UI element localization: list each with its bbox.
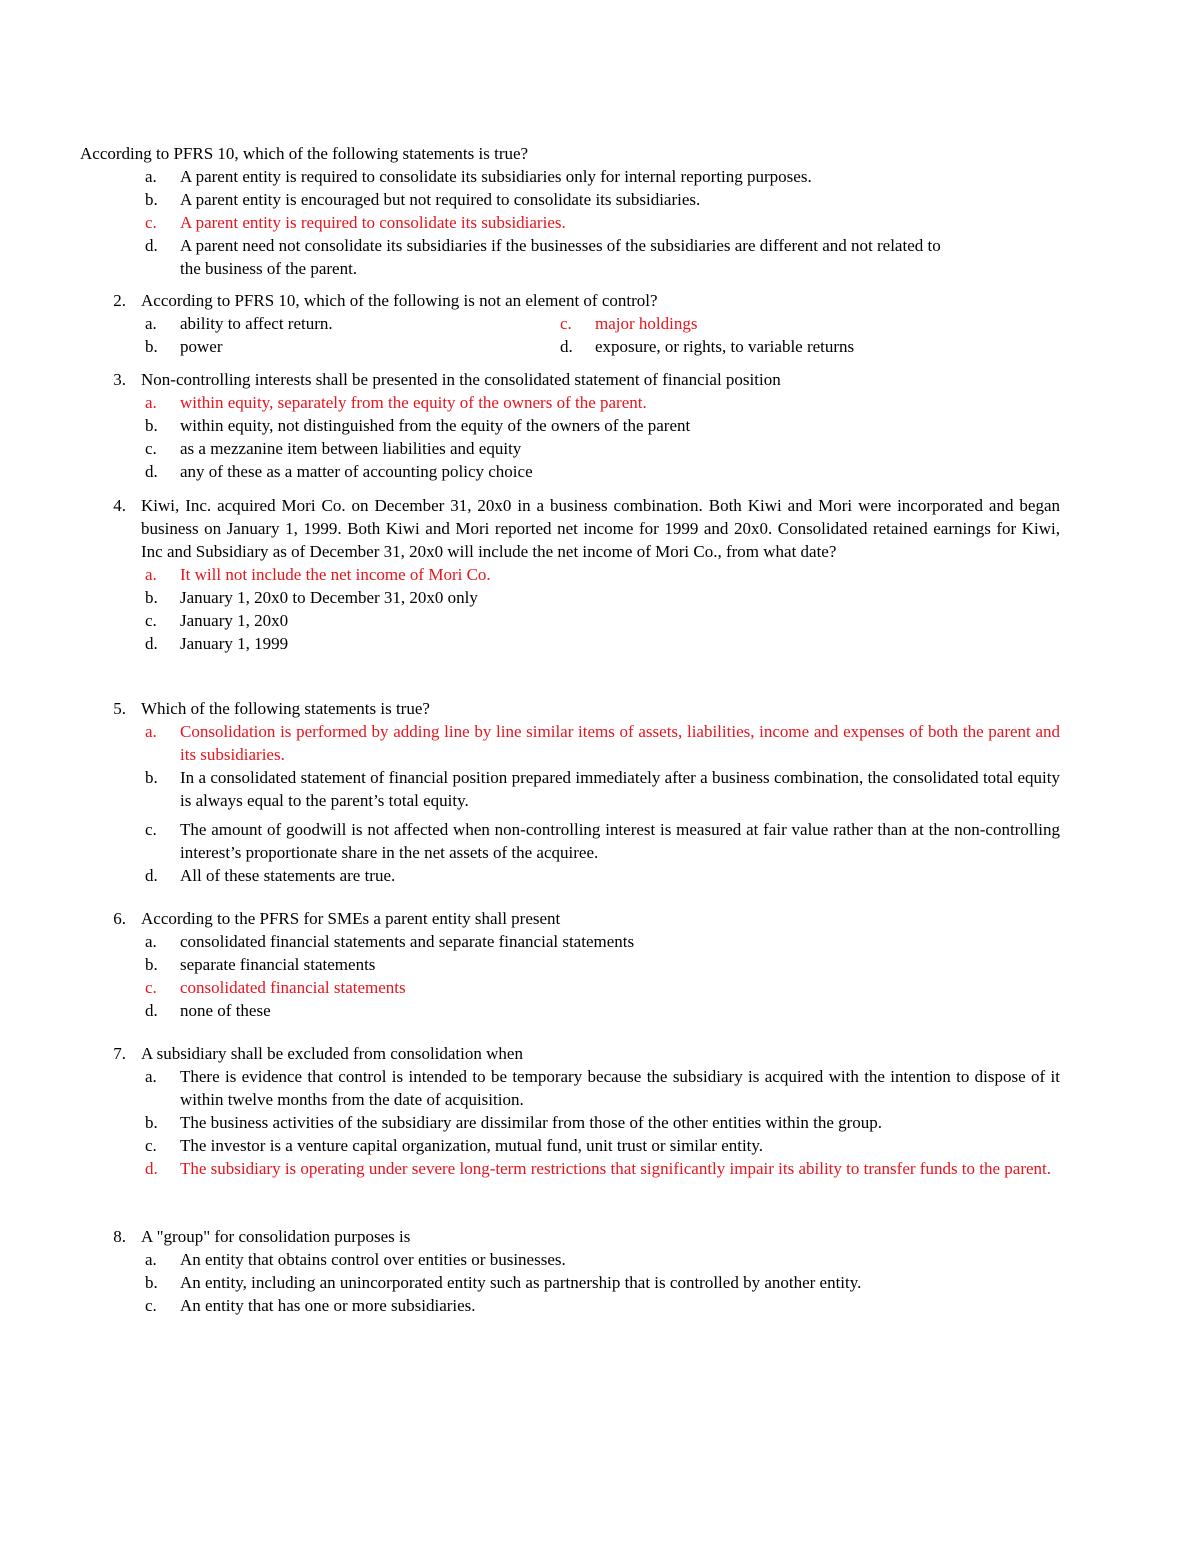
question-7 (80, 1042, 1060, 1180)
question-text: According to PFRS 10, which of the following is not an element of control? (141, 291, 658, 310)
option-text: An entity that has one or more subsidiaries. (180, 1296, 476, 1315)
option-letter: c. (145, 1296, 157, 1315)
option-letter: a. (145, 1250, 157, 1269)
option-letter: c. (145, 978, 157, 997)
option-letter: d. (145, 1001, 158, 1020)
option-letter: b. (145, 768, 158, 787)
option-text: The business activities of the subsidiary are dissimilar from those of the other entities within the group. (180, 1113, 883, 1132)
option-text: The amount of goodwill is not affected when non-controlling interest is measured at fair value rather than at the non-controlling interest’s proportionate share in the net assets of the acquiree. (180, 820, 1060, 862)
question-stem: According to PFRS 10, which of the following statements is true? (80, 144, 529, 163)
option-letter: b. (145, 416, 158, 435)
option-text: A parent entity is encouraged but not required to consolidate its subsidiaries. (180, 190, 701, 209)
option-text: within equity, separately from the equity of the owners of the parent. (180, 393, 647, 412)
option-letter: c. (145, 213, 157, 232)
option-c-correct (80, 976, 1060, 999)
question-text: Non-controlling interests shall be presented in the consolidated statement of financial position (141, 370, 781, 389)
option-text: January 1, 20x0 (180, 611, 289, 630)
question-stem (80, 907, 1060, 930)
option-a (80, 930, 1060, 953)
option-letter: a. (145, 932, 157, 951)
option-d (80, 999, 1060, 1022)
option-text: In a consolidated statement of financial position prepared immediately after a business combination, the consolidated total equity is always equal to the parent’s total equity. (180, 768, 1060, 810)
option-c (80, 1294, 1060, 1317)
option-c (80, 818, 1060, 864)
option-letter: b. (145, 190, 158, 209)
question-text: According to the PFRS for SMEs a parent entity shall present (141, 909, 561, 928)
option-d (80, 864, 1060, 887)
question-stem (80, 368, 1060, 391)
option-letter: b. (145, 1273, 158, 1292)
option-text: ability to affect return. (180, 314, 333, 333)
option-b (80, 586, 1060, 609)
option-d (80, 632, 1060, 655)
option-c (80, 1134, 1060, 1157)
option-letter: d. (145, 462, 158, 481)
question-number: 2. (113, 291, 126, 310)
option-letter: c. (560, 314, 572, 333)
option-b (80, 1111, 1060, 1134)
option-letter: c. (145, 1136, 157, 1155)
question-text: Kiwi, Inc. acquired Mori Co. on December 31, 20x0 in a business combination. Both Kiwi and Mori were incorporated and began business on January 1, 1999. Both Kiwi and Mori reported net income for 1999 and 20x0. Consolidated retained earnings for Kiwi, Inc and Subsidiary as of December 31, 20x0 will include the net income of Mori Co., from what date? (141, 496, 1060, 561)
option-a-correct (80, 563, 1060, 586)
question-number: 3. (113, 370, 126, 389)
option-text: exposure, or rights, to variable returns (595, 337, 855, 356)
question-number: 4. (113, 496, 126, 515)
option-d (495, 335, 975, 358)
option-b (80, 414, 1060, 437)
option-c-correct (495, 312, 975, 335)
option-letter: b. (145, 337, 158, 356)
question-number: 8. (113, 1227, 126, 1246)
question-4 (80, 494, 1060, 655)
question-stem (80, 1042, 1060, 1065)
option-letter: c. (145, 820, 157, 839)
option-letter: a. (145, 1067, 157, 1086)
option-letter: a. (145, 314, 157, 333)
question-stem (80, 1225, 1060, 1248)
option-letter: a. (145, 167, 157, 186)
option-a (80, 165, 1060, 188)
option-a (80, 1248, 1060, 1271)
option-list (80, 312, 1060, 358)
option-letter: d. (145, 866, 158, 885)
option-c-correct (80, 211, 1060, 234)
option-text: major holdings (595, 314, 698, 333)
question-1 (80, 142, 1060, 280)
option-letter: d. (145, 236, 158, 255)
option-letter: a. (145, 393, 157, 412)
question-text: A "group" for consolidation purposes is (141, 1227, 411, 1246)
question-3 (80, 368, 1060, 483)
option-d-correct (80, 1157, 1060, 1180)
question-stem (80, 289, 1060, 312)
option-letter: b. (145, 588, 158, 607)
question-6 (80, 907, 1060, 1022)
option-text: within equity, not distinguished from the equity of the owners of the parent (180, 416, 691, 435)
option-letter: d. (145, 1159, 158, 1178)
option-text: A parent entity is required to consolidate its subsidiaries only for internal reporting purposes. (180, 167, 812, 186)
question-text: A subsidiary shall be excluded from consolidation when (141, 1044, 523, 1063)
option-letter: c. (145, 439, 157, 458)
question-8 (80, 1225, 1060, 1317)
option-c (80, 437, 1060, 460)
option-b (80, 953, 1060, 976)
option-letter: b. (145, 955, 158, 974)
option-text: There is evidence that control is intended to be temporary because the subsidiary is acquired with the intention to dispose of it within twelve months from the date of acquisition. (180, 1067, 1060, 1109)
option-text: An entity, including an unincorporated entity such as partnership that is controlled by another entity. (180, 1273, 862, 1292)
option-letter: a. (145, 565, 157, 584)
question-text: Which of the following statements is true? (141, 699, 430, 718)
option-b (80, 1271, 965, 1294)
option-text: Consolidation is performed by adding line by line similar items of assets, liabilities, income and expenses of both the parent and its subsidiaries. (180, 722, 1060, 764)
option-a (80, 312, 560, 335)
option-b (80, 335, 560, 358)
option-text: All of these statements are true. (180, 866, 396, 885)
option-text: An entity that obtains control over entities or businesses. (180, 1250, 566, 1269)
question-number: 7. (113, 1044, 126, 1063)
option-text: as a mezzanine item between liabilities and equity (180, 439, 522, 458)
option-text: consolidated financial statements and separate financial statements (180, 932, 635, 951)
option-d (80, 234, 965, 280)
option-a-correct (80, 720, 1060, 766)
question-number: 5. (113, 699, 126, 718)
option-text: It will not include the net income of Mori Co. (180, 565, 491, 584)
option-text: The subsidiary is operating under severe long-term restrictions that significantly impair its ability to transfer funds to the parent. (180, 1159, 1052, 1178)
option-text: The investor is a venture capital organization, mutual fund, unit trust or similar entity. (180, 1136, 764, 1155)
question-2 (80, 289, 1060, 358)
option-letter: d. (145, 634, 158, 653)
option-text: consolidated financial statements (180, 978, 406, 997)
option-letter: b. (145, 1113, 158, 1132)
option-letter: a. (145, 722, 157, 741)
option-b (80, 188, 1060, 211)
question-5 (80, 697, 1060, 887)
option-text: A parent entity is required to consolidate its subsidiaries. (180, 213, 566, 232)
option-list (80, 165, 1060, 280)
question-number: 6. (113, 909, 126, 928)
option-d (80, 460, 1060, 483)
option-text: any of these as a matter of accounting policy choice (180, 462, 533, 481)
question-stem (80, 697, 1060, 720)
option-text: January 1, 20x0 to December 31, 20x0 only (180, 588, 478, 607)
option-letter: d. (560, 337, 573, 356)
option-c (80, 609, 1060, 632)
option-b (80, 766, 1060, 812)
option-text: A parent need not consolidate its subsidiaries if the businesses of the subsidiaries are different and not related to the business of the parent. (180, 236, 941, 278)
option-text: power (180, 337, 223, 356)
option-text: January 1, 1999 (180, 634, 289, 653)
option-text: none of these (180, 1001, 271, 1020)
question-stem (80, 494, 1060, 563)
option-letter: c. (145, 611, 157, 630)
option-text: separate financial statements (180, 955, 376, 974)
option-a-correct (80, 391, 1060, 414)
option-a (80, 1065, 1060, 1111)
